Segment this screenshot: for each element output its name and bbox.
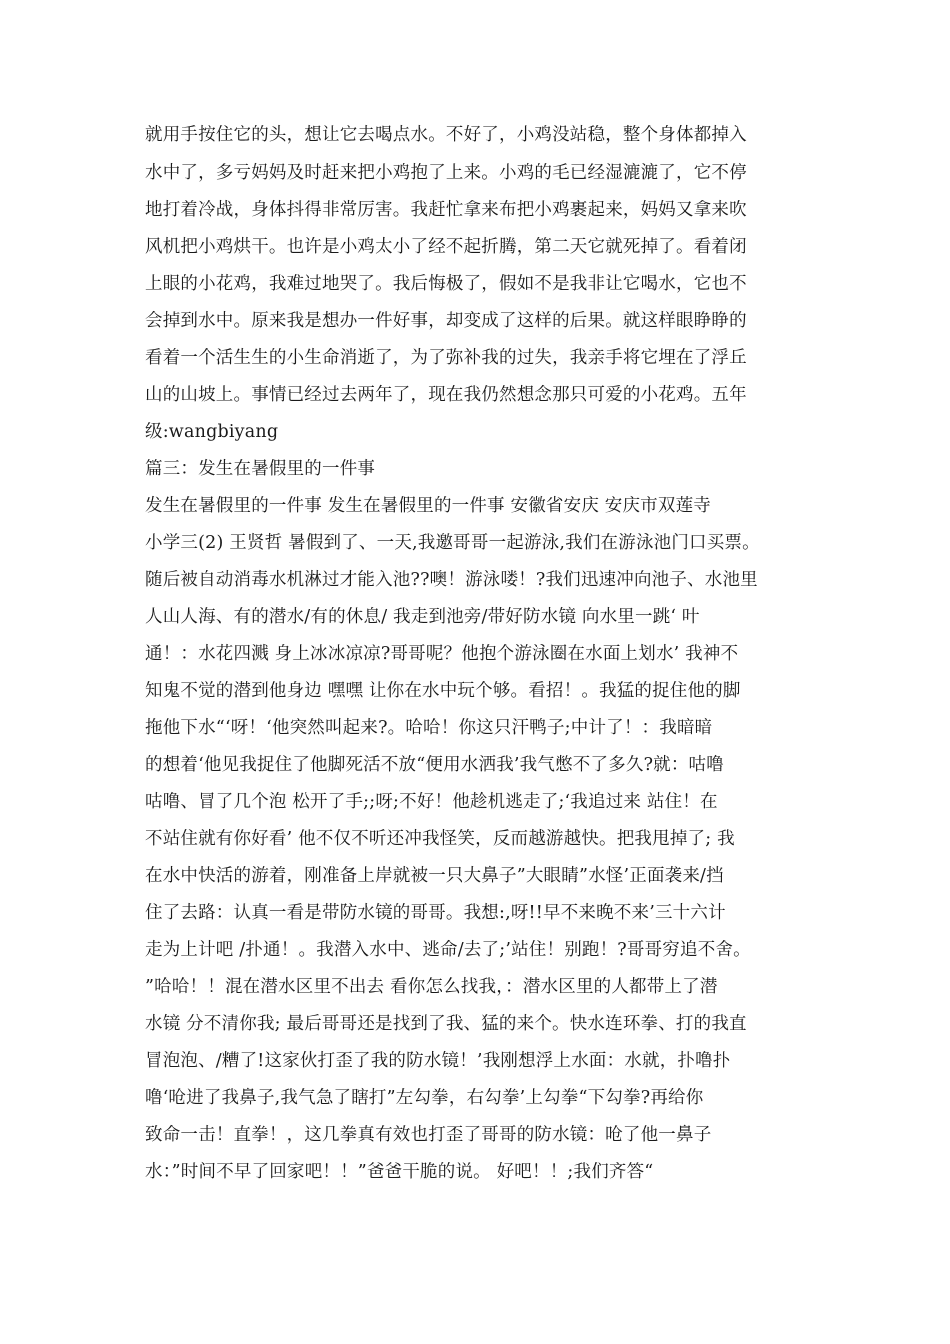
text-line: 级:wangbiyang [145,422,279,442]
text-line: 看着一个活生生的小生命消逝了，为了弥补我的过失，我亲手将它埋在了浮丘 [145,348,747,368]
text-line: 知鬼不觉的潜到他身边 嘿嘿 让你在水中玩个够。看招！。我猛的捉住他的脚 [145,681,741,701]
text-line: 水镜 分不清你我; 最后哥哥还是找到了我、猛的来个。快水连环拳、打的我直 [145,1014,747,1034]
text-line: 咕噜、冒了几个泡 松开了手;;呀;不好！他趁机逃走了;‘我追过来 站住！在 [145,792,718,812]
text-line: 致命一击！直拳！，这几拳真有效也打歪了哥哥的防水镜：呛了他一鼻子 [145,1125,712,1145]
text-line: 地打着冷战，身体抖得非常厉害。我赶忙拿来布把小鸡裹起来，妈妈又拿来吹 [145,200,747,220]
text-line: 小学三(2) 王贤哲 暑假到了、一天,我邀哥哥一起游泳,我们在游泳池门口买票。 [145,533,760,553]
text-line: 发生在暑假里的一件事 发生在暑假里的一件事 安徽省安庆 安庆市双莲寺 [145,496,711,516]
text-line: 不站住就有你好看’ 他不仅不听还冲我怪笑，反而越游越快。把我甩掉了; 我 [145,829,735,849]
text-line: 冒泡泡、/糟了!这家伙打歪了我的防水镜！’我刚想浮上水面：水就，扑噜扑 [145,1051,731,1071]
text-line: 风机把小鸡烘干。也许是小鸡太小了经不起折腾，第二天它就死掉了。看着闭 [145,237,747,257]
text-line: 走为上计吧 /扑通！。我潜入水中、逃命/去了;’站住！别跑！?哥哥穷追不舍。 [145,940,751,960]
text-line: 通！：水花四溅 身上冰冰凉凉?哥哥呢？他抱个游泳圈在水面上划水’ 我神不 [145,644,739,664]
text-line: 人山人海、有的潜水/有的休息/ 我走到池旁/带好防水镜 向水里一跳‘ 叶 [145,607,700,627]
text-line: 住了去路：认真一看是带防水镜的哥哥。我想:,呀!!早不来晚不来’三十六计 [145,903,726,923]
text-line: 噜‘呛进了我鼻子,我气急了瞎打”左勾拳，右勾拳’上勾拳“下勾拳?再给你 [145,1088,704,1108]
section-heading: 篇三：发生在暑假里的一件事 [145,459,376,479]
text-line: 水：”时间不早了回家吧！！”爸爸干脆的说。 好吧！！;我们齐答“ [145,1162,654,1182]
text-line: ”哈哈！！混在潜水区里不出去 看你怎么找我，：潜水区里的人都带上了潜 [145,977,718,997]
text-line: 会掉到水中。原来我是想办一件好事，却变成了这样的后果。就这样眼睁睁的 [145,311,747,331]
text-line: 上眼的小花鸡，我难过地哭了。我后悔极了，假如不是我非让它喝水，它也不 [145,274,747,294]
text-line: 随后被自动消毒水机淋过才能入池??噢！游泳喽！?我们迅速冲向池子、水池里 [145,570,758,590]
text-line: 山的山坡上。事情已经过去两年了，现在我仍然想念那只可爱的小花鸡。五年 [145,385,747,405]
text-line: 的想着‘他见我捉住了他脚死活不放“便用水洒我’我气憋不了多久?就：咕噜 [145,755,724,775]
text-line: 水中了，多亏妈妈及时赶来把小鸡抱了上来。小鸡的毛已经湿漉漉了，它不停 [145,163,747,183]
text-line: 在水中快活的游着，刚准备上岸就被一只大鼻子”大眼睛”水怪’正面袭来/挡 [145,866,724,886]
text-line: 拖他下水“‘呀！‘他突然叫起来?。哈哈！你这只汗鸭子;中计了！：我暗暗 [145,718,713,738]
text-line: 就用手按住它的头，想让它去喝点水。不好了，小鸡没站稳，整个身体都掉入 [145,125,747,145]
